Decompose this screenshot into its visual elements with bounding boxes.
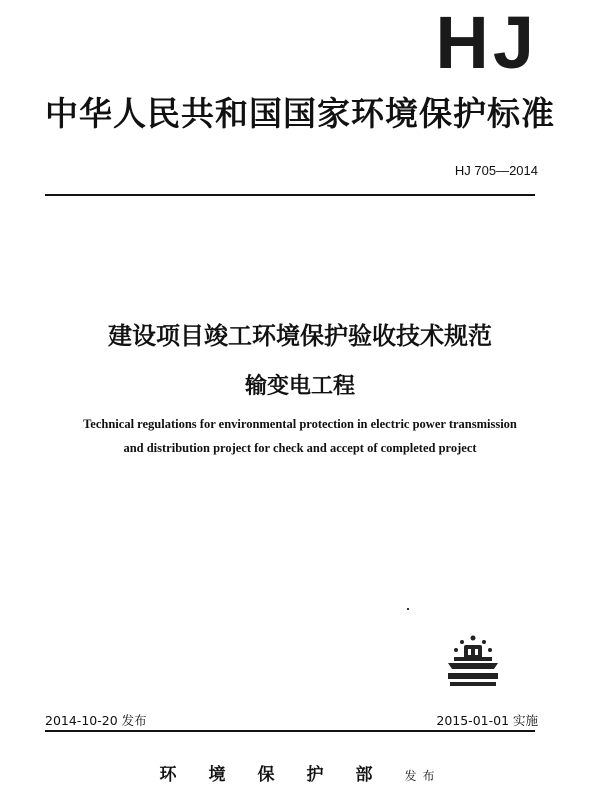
document-title: 建设项目竣工环境保护验收技术规范 [108, 322, 492, 350]
publish-action: 发布 [404, 769, 441, 783]
document-subtitle: 输变电工程 [244, 374, 355, 399]
english-title-line-2: and distribution project for check and accept of completed project [123, 441, 477, 455]
top-divider [45, 194, 535, 196]
publisher-name: 环境保护部 [159, 765, 405, 785]
english-title-line-1: Technical regulations for environmental protection in electric power transmission [83, 417, 517, 431]
issue-date: 2014-10-20 发布 [45, 713, 147, 728]
publisher-line [0, 760, 600, 785]
bottom-divider [45, 730, 535, 732]
organization-title: 中华人民共和国国家环境保护标准 [45, 94, 555, 133]
hj-logo: HJ [435, 1, 538, 84]
effective-date: 2015-01-01 实施 [436, 713, 538, 728]
speck [407, 608, 409, 610]
standard-number: HJ 705—2014 [454, 163, 538, 178]
ministry-seal-icon [440, 633, 506, 693]
